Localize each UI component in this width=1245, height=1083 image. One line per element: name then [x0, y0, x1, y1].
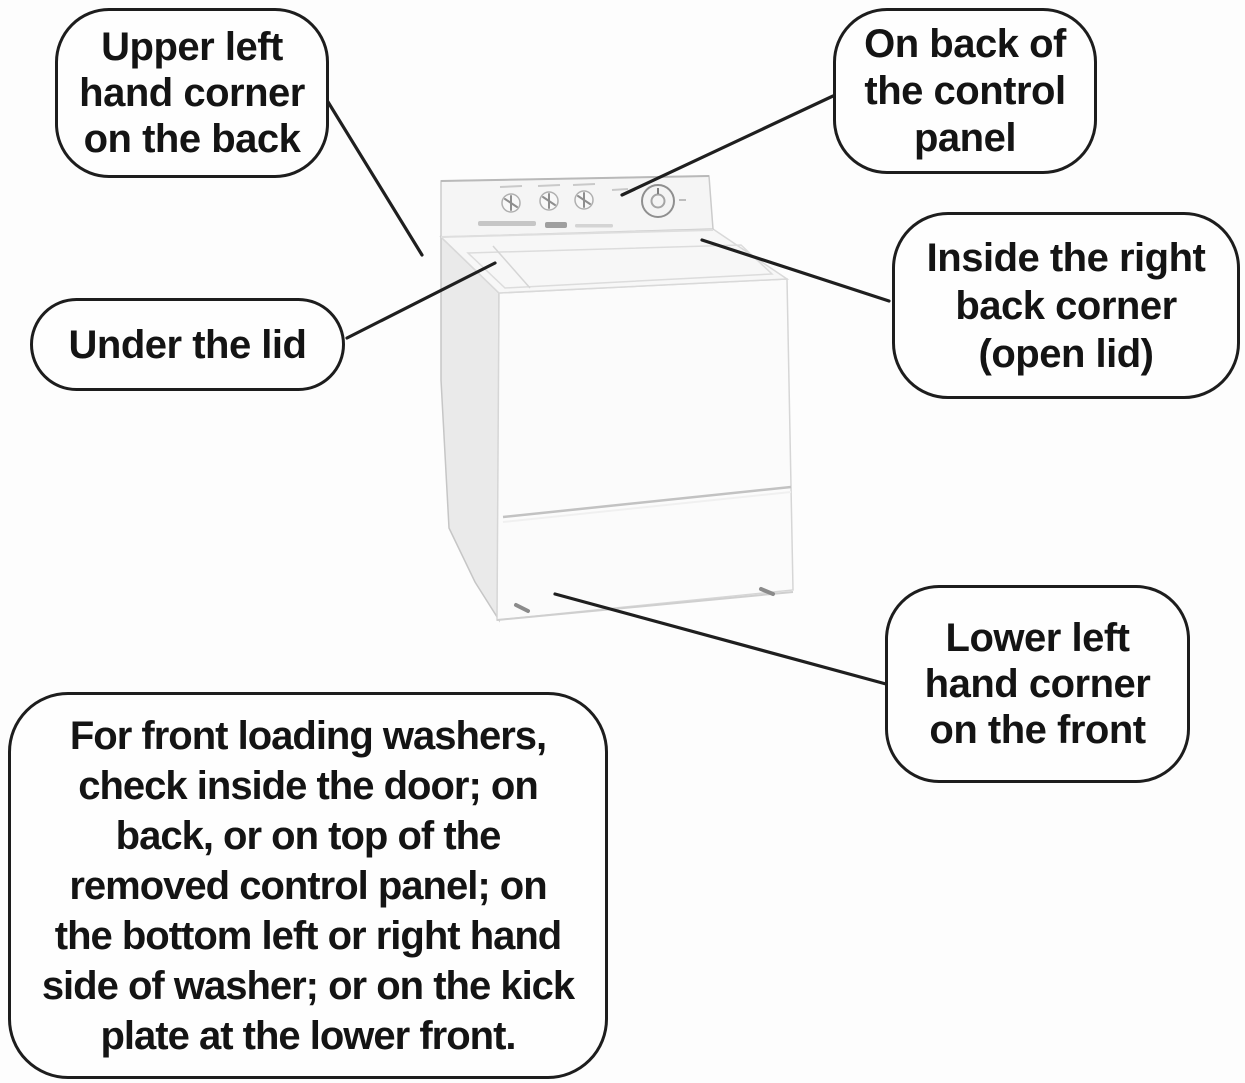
washer-left-side-panel [441, 237, 499, 620]
callout-text-line: For front loading washers, [69, 713, 547, 758]
callout-text-line: the control [864, 68, 1066, 113]
callout-text-line: panel [914, 115, 1016, 160]
callout-text-line: Upper left [101, 25, 283, 69]
callout-text-line: side of washer; or on the kick [41, 963, 575, 1008]
callout-text-line: hand corner [924, 662, 1151, 706]
callout-text-line: Inside the right [926, 235, 1206, 280]
callout-text-line: on the back [83, 117, 301, 161]
callout-text-line: removed control panel; on [69, 863, 547, 908]
callout-text-line: Under the lid [68, 322, 307, 367]
leader-line-lower-left-front [555, 594, 886, 684]
callout-text-line: hand corner [79, 71, 305, 115]
leader-line-back-of-control-panel [622, 96, 833, 195]
callout-front-loading-note [8, 692, 608, 1079]
washer-front-panel [497, 279, 793, 620]
callout-upper-left-back [55, 8, 329, 178]
callout-text-line: check inside the door; on [78, 763, 538, 808]
callout-text-line: on the front [929, 708, 1146, 752]
callout-text-line: On back of [864, 21, 1066, 66]
leader-line-upper-left-back [325, 97, 422, 255]
callout-text-line: plate at the lower front. [100, 1013, 516, 1058]
callout-inside-right-back-corner [892, 212, 1240, 399]
callout-text-line: back, or on top of the [115, 813, 501, 858]
callout-text-line: back corner [955, 283, 1177, 328]
callout-under-the-lid [30, 298, 345, 391]
callout-text-line: Lower left [945, 616, 1130, 660]
callout-lower-left-front [885, 585, 1190, 783]
callout-back-of-control-panel [833, 8, 1097, 174]
callout-text-line: the bottom left or right hand [54, 913, 562, 958]
callout-text-line: (open lid) [978, 331, 1154, 376]
